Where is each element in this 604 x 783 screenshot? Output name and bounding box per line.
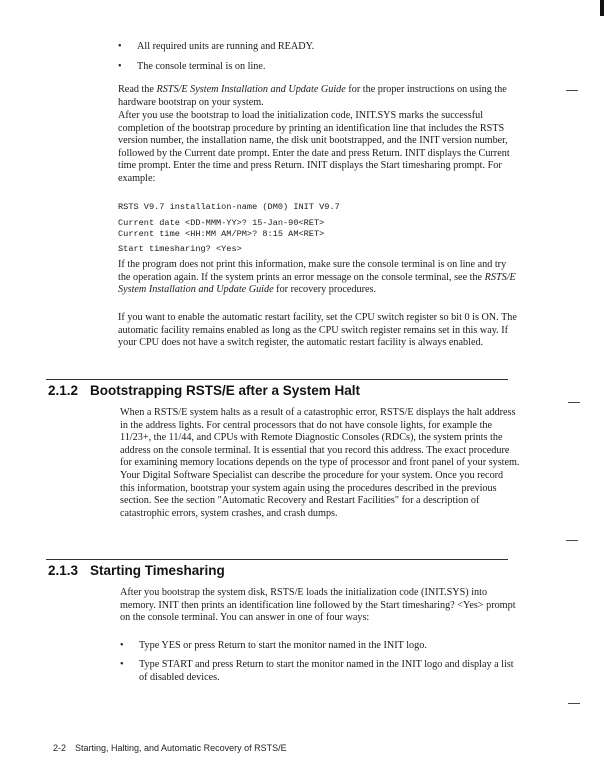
section-title: Starting Timesharing bbox=[90, 563, 225, 578]
text: for the proper instructions on using the hardware bootstrap on your system. bbox=[118, 84, 507, 108]
section-heading-2-1-3 bbox=[48, 563, 225, 578]
section-2-1-2-body: When a RSTS/E system halts as a result of a catastrophic error, RSTS/E displays the halt address in the address lights. For central processors that do not have console lights, for example the 11/23+, the 11/44, and CPUs with Remote Diagnostic Consoles (RDCs), the system prints the address on the console terminal. It is essential that you record this address. The exact procedure for examining memory locations depends on the type of processor and front panel of your system. Your Digital Software Specialist can describe the procedure for your system. Once you record this information, bootstrap your system again using the procedures described in the previous section. See the section "Automatic Recovery and Restart Facilities" for a description of catastrophic errors, system crashes, and crash dumps. bbox=[120, 407, 520, 519]
page-footer bbox=[53, 743, 287, 753]
margin-mark bbox=[568, 402, 580, 403]
paragraph-if-not-printed bbox=[118, 259, 518, 297]
section-divider bbox=[46, 379, 508, 380]
section-divider bbox=[46, 559, 508, 560]
bullet-icon: • bbox=[118, 61, 122, 72]
footer-title: Starting, Halting, and Automatic Recovery of RSTS/E bbox=[75, 743, 287, 753]
section-heading-2-1-2 bbox=[48, 383, 360, 398]
scan-edge-mark bbox=[600, 0, 604, 16]
code-line: RSTS V9.7 installation-name (DM0) INIT V9.7 bbox=[118, 202, 340, 212]
margin-mark bbox=[566, 90, 578, 91]
section-number: 2.1.2 bbox=[48, 383, 79, 398]
code-line: Current date <DD-MMM-YY>? 15-Jan-90<RET> bbox=[118, 218, 325, 228]
bullet-icon: • bbox=[120, 640, 124, 651]
bullet-item: The console terminal is on line. bbox=[137, 61, 266, 72]
section-2-1-3-body: After you bootstrap the system disk, RSTS/E loads the initialization code (INIT.SYS) into memory. INIT then prints an identification line followed by the Start timesharing? <Yes> prompt on the console terminal. You can answer in one of four ways: bbox=[120, 587, 516, 624]
margin-mark bbox=[566, 540, 578, 541]
bullet-icon: • bbox=[120, 659, 124, 670]
paragraph-after-bootstrap: After you use the bootstrap to load the initialization code, INIT.SYS marks the successful completion of the bootstrap procedure by printing an identification line that includes the RSTS version number, the installation name, the disk unit bootstrapped, and the INIT version number, followed by the Current date prompt. Enter the date and press Return. INIT displays the Current time prompt. Enter the time and press Return. INIT displays the Start timesharing prompt. For example: bbox=[118, 110, 510, 184]
guide-title: RSTS/E System Installation and Update Guide bbox=[156, 84, 346, 95]
text: If the program does not print this information, make sure the console terminal is on line and try the operation again. If the system prints an error message on the console terminal, see the bbox=[118, 259, 507, 283]
paragraph-read-guide bbox=[118, 84, 518, 109]
section-title: Bootstrapping RSTS/E after a System Halt bbox=[90, 383, 361, 398]
section-number: 2.1.3 bbox=[48, 563, 79, 578]
bullet-item: Type START and press Return to start the monitor named in the INIT logo and display a list of disabled devices. bbox=[139, 659, 514, 683]
code-line: Current time <HH:MM AM/PM>? 8:15 AM<RET> bbox=[118, 229, 325, 239]
text: Read the bbox=[118, 84, 157, 95]
bullet-icon: • bbox=[118, 41, 122, 52]
code-line: Start timesharing? <Yes> bbox=[118, 244, 242, 254]
margin-mark bbox=[568, 703, 580, 704]
text: for recovery procedures. bbox=[273, 284, 377, 296]
paragraph-auto-restart: If you want to enable the automatic restart facility, set the CPU switch register so bit 0 is ON. The automatic facility remains enabled as long as the CPU switch register remains set in this way. If your CPU does not have a switch register, the automatic restart facility is always enabled. bbox=[118, 312, 517, 349]
bullet-item: All required units are running and READY. bbox=[137, 41, 315, 52]
bullet-item: Type YES or press Return to start the monitor named in the INIT logo. bbox=[139, 640, 427, 651]
page-number: 2-2 bbox=[53, 743, 67, 753]
guide-title: RSTS/E System Installation and Update Guide bbox=[118, 271, 516, 296]
